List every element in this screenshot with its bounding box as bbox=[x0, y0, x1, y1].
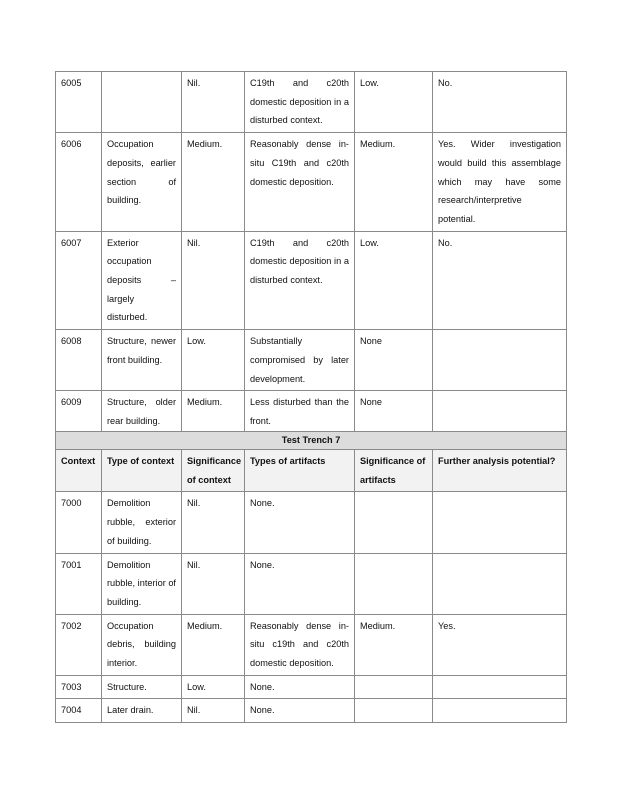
type-cell bbox=[102, 72, 182, 133]
context-cell: 6007 bbox=[56, 231, 102, 330]
further-analysis-cell bbox=[433, 492, 567, 553]
header-artifacts: Types of artifacts bbox=[245, 450, 355, 492]
table-row bbox=[56, 553, 567, 614]
significance-cell: Low. bbox=[182, 675, 245, 699]
artifacts-cell: C19th and c20th domestic deposition in a disturbed context. bbox=[245, 231, 355, 330]
type-cell: Demolition rubble, exterior of building. bbox=[102, 492, 182, 553]
significance-cell: Nil. bbox=[182, 553, 245, 614]
artifact-significance-cell: Low. bbox=[355, 231, 433, 330]
significance-cell: Nil. bbox=[182, 699, 245, 723]
context-cell: 7001 bbox=[56, 553, 102, 614]
context-cell: 6006 bbox=[56, 133, 102, 232]
trench-7-table bbox=[55, 431, 567, 723]
further-analysis-cell: Yes. bbox=[433, 614, 567, 675]
artifact-significance-cell: Medium. bbox=[355, 614, 433, 675]
significance-cell: Low. bbox=[182, 330, 245, 391]
context-cell: 7000 bbox=[56, 492, 102, 553]
table-row bbox=[56, 614, 567, 675]
artifacts-cell: Reasonably dense in-situ C19th and c20th domestic deposition. bbox=[245, 133, 355, 232]
significance-cell: Medium. bbox=[182, 614, 245, 675]
type-cell: Occupation debris, building interior. bbox=[102, 614, 182, 675]
artifact-significance-cell bbox=[355, 675, 433, 699]
type-cell: Structure, older rear building. bbox=[102, 391, 182, 433]
table-row bbox=[56, 330, 567, 391]
artifact-significance-cell: None bbox=[355, 391, 433, 433]
artifacts-cell: None. bbox=[245, 699, 355, 723]
header-type: Type of context bbox=[102, 450, 182, 492]
header-significance: Significance of context bbox=[182, 450, 245, 492]
trench-title: Test Trench 7 bbox=[56, 432, 567, 450]
context-cell: 7003 bbox=[56, 675, 102, 699]
table-row bbox=[56, 72, 567, 133]
type-cell: Demolition rubble, interior of building. bbox=[102, 553, 182, 614]
header-artifact-significance: Significance of artifacts bbox=[355, 450, 433, 492]
artifact-significance-cell: Low. bbox=[355, 72, 433, 133]
significance-cell: Nil. bbox=[182, 492, 245, 553]
artifact-significance-cell: None bbox=[355, 330, 433, 391]
further-analysis-cell bbox=[433, 330, 567, 391]
table-title-row bbox=[56, 432, 567, 450]
further-analysis-cell: No. bbox=[433, 231, 567, 330]
significance-cell: Nil. bbox=[182, 231, 245, 330]
artifacts-cell: None. bbox=[245, 675, 355, 699]
artifacts-cell: C19th and c20th domestic deposition in a disturbed context. bbox=[245, 72, 355, 133]
further-analysis-cell bbox=[433, 553, 567, 614]
artifacts-cell: None. bbox=[245, 492, 355, 553]
artifacts-cell: Reasonably dense in-situ c19th and c20th domestic deposition. bbox=[245, 614, 355, 675]
artifact-significance-cell: Medium. bbox=[355, 133, 433, 232]
context-cell: 6008 bbox=[56, 330, 102, 391]
table-row bbox=[56, 699, 567, 723]
table-row bbox=[56, 675, 567, 699]
significance-cell: Nil. bbox=[182, 72, 245, 133]
trench-6-table bbox=[55, 71, 567, 434]
context-cell: 6005 bbox=[56, 72, 102, 133]
artifact-significance-cell bbox=[355, 553, 433, 614]
further-analysis-cell: Yes. Wider investigation would build this assemblage which may have some research/interpretive potential. bbox=[433, 133, 567, 232]
table-row bbox=[56, 492, 567, 553]
artifact-significance-cell bbox=[355, 492, 433, 553]
context-cell: 7004 bbox=[56, 699, 102, 723]
table-row bbox=[56, 133, 567, 232]
artifacts-cell: Less disturbed than the front. bbox=[245, 391, 355, 433]
artifact-significance-cell bbox=[355, 699, 433, 723]
table-row bbox=[56, 391, 567, 433]
significance-cell: Medium. bbox=[182, 133, 245, 232]
type-cell: Structure, newer front building. bbox=[102, 330, 182, 391]
artifacts-cell: Substantially compromised by later development. bbox=[245, 330, 355, 391]
significance-cell: Medium. bbox=[182, 391, 245, 433]
further-analysis-cell: No. bbox=[433, 72, 567, 133]
artifacts-cell: None. bbox=[245, 553, 355, 614]
header-context: Context bbox=[56, 450, 102, 492]
context-cell: 7002 bbox=[56, 614, 102, 675]
table-row bbox=[56, 231, 567, 330]
header-further-analysis: Further analysis potential? bbox=[433, 450, 567, 492]
header-row bbox=[56, 450, 567, 492]
type-cell: Occupation deposits, earlier section of building. bbox=[102, 133, 182, 232]
type-cell: Structure. bbox=[102, 675, 182, 699]
type-cell: Later drain. bbox=[102, 699, 182, 723]
further-analysis-cell bbox=[433, 675, 567, 699]
further-analysis-cell bbox=[433, 391, 567, 433]
type-cell: Exterior occupation deposits – largely disturbed. bbox=[102, 231, 182, 330]
context-cell: 6009 bbox=[56, 391, 102, 433]
further-analysis-cell bbox=[433, 699, 567, 723]
